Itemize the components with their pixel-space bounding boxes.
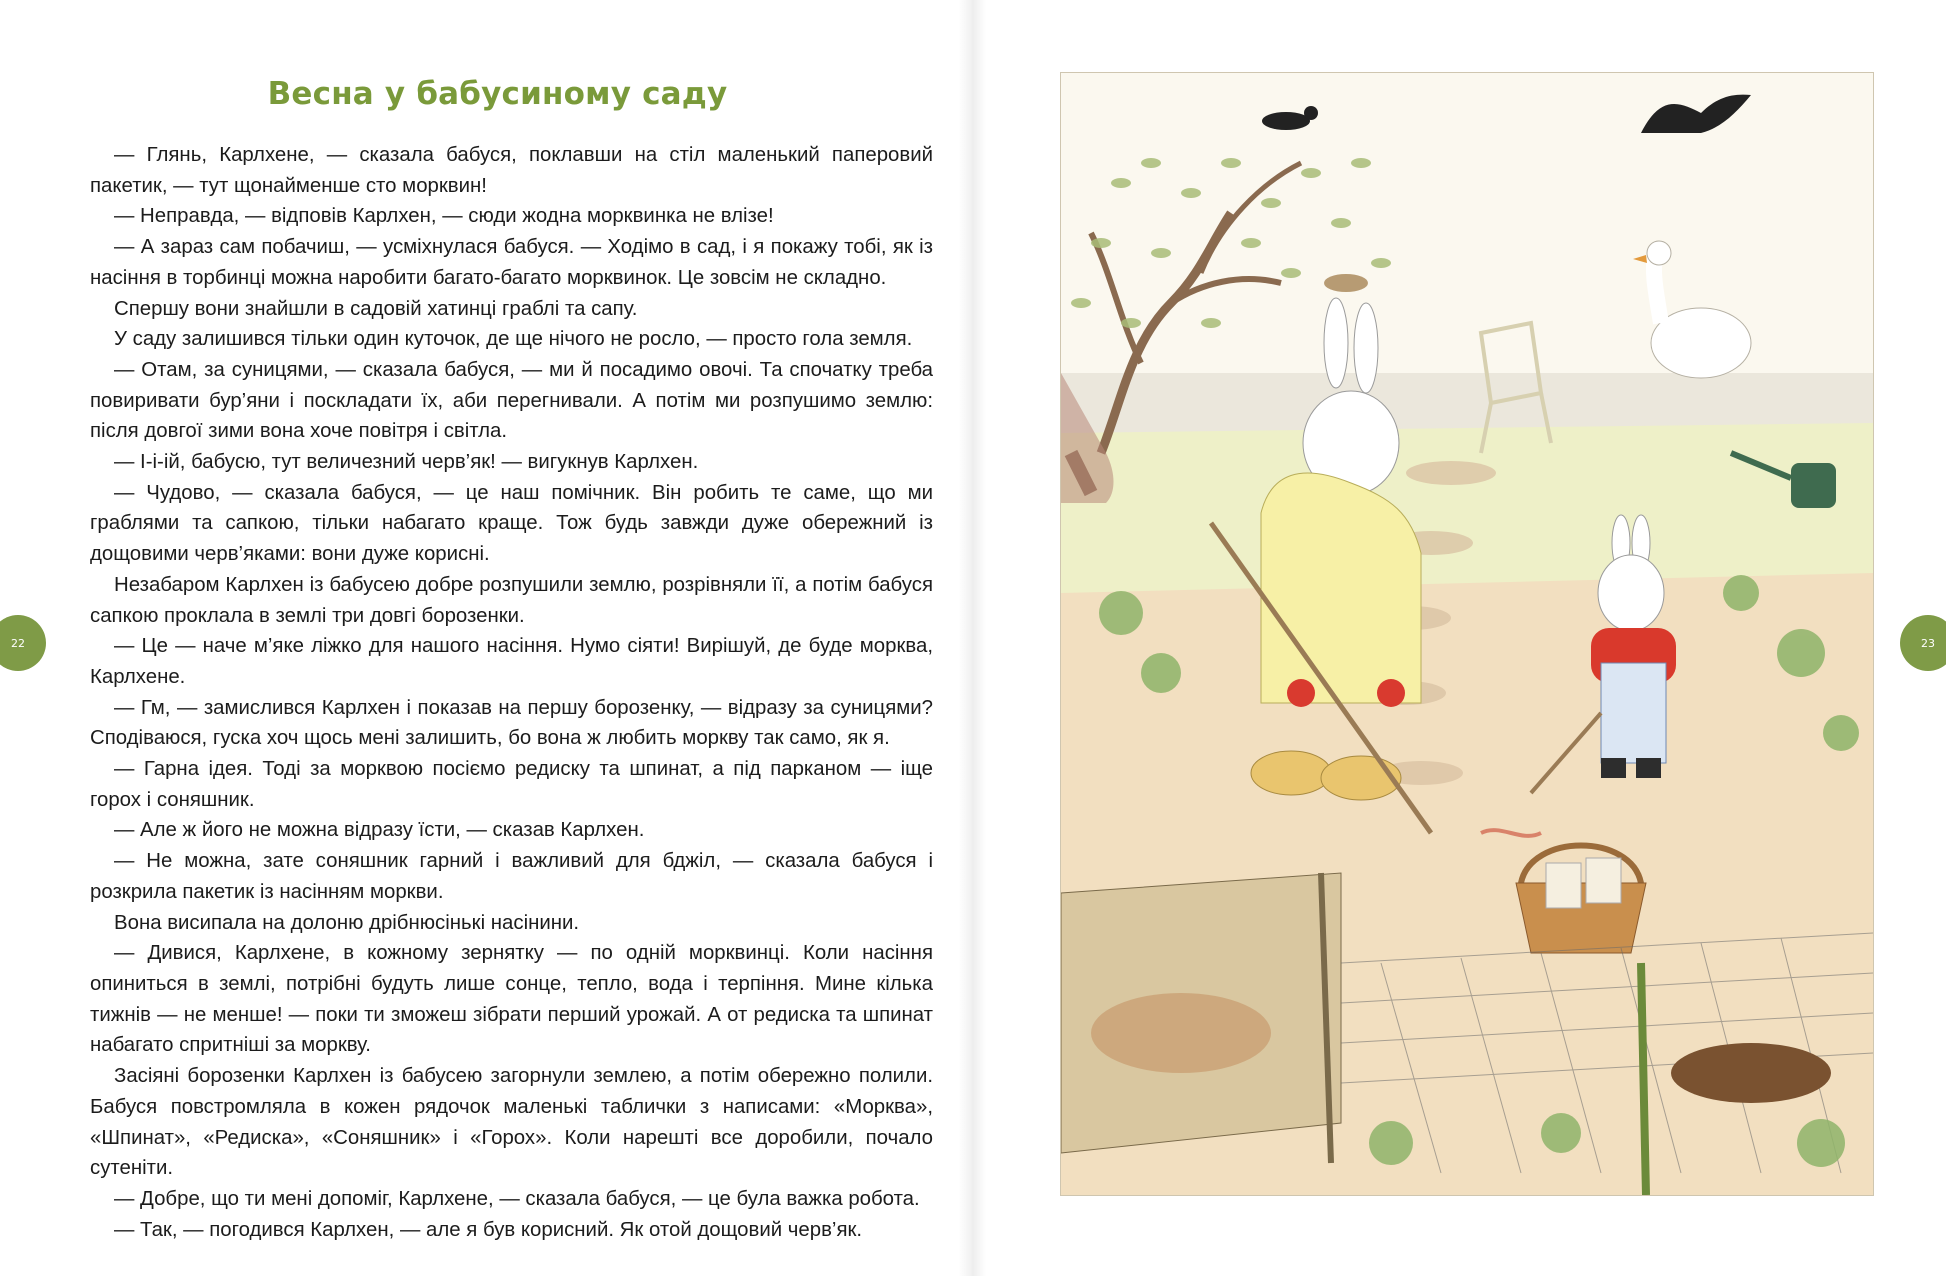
- paragraph: Незабаром Карлхен із бабусею добре розпушили землю, розрівняли її, а потім бабуся сапкою проклала в землі три довгі борозенки.: [90, 573, 933, 627]
- nest: [1324, 274, 1368, 292]
- paragraph: — А зараз сам побачиш, — усміхнулася бабуся. — Ходімо в сад, і я покажу тобі, як із насіння в торбинці можна наробити багато-багато морквинок. Це зовсім не складно.: [90, 236, 933, 289]
- page-number-right: 23: [1900, 615, 1946, 671]
- paragraph: Вона висипала на долоню дрібнюсінькі насінини.: [114, 911, 580, 934]
- book-gutter: [958, 0, 986, 1276]
- paragraph: Засіяні борозенки Карлхен із бабусею загорнули землею, а потім обережно полили. Бабуся повстромляла в кожен рядочок маленькі таблички з написами: «Морква», «Шпинат», «Редиска», «Соняшник» і «Горох». Коли нарешті все доробили, почало сутеніти.: [90, 1065, 933, 1180]
- paragraph: — Це — наче м’яке ліжко для нашого насіння. Нумо сіяти! Вирішуй, де буде морква, Карлхене.: [90, 635, 933, 688]
- page-number-left: 22: [0, 615, 46, 671]
- paragraph: — Добре, що ти мені допоміг, Карлхене, — сказала бабуся, — це була важка робота.: [114, 1187, 920, 1210]
- garden-illustration: [1060, 72, 1874, 1196]
- story-text: [90, 140, 933, 1245]
- paragraph: Спершу вони знайшли в садовій хатинці граблі та сапу.: [114, 297, 638, 320]
- compost-box: [1061, 873, 1341, 1163]
- paragraph: — Чудово, — сказала бабуся, — це наш помічник. Він робить те саме, що ми граблями та сапкою, тільки набагато краще. Тож будь завжди дуже обережний із дощовими черв’яками: вони дуже корисні.: [90, 481, 933, 566]
- paragraph: — Так, — погодився Карлхен, — але я був корисний. Як отой дощовий черв’як.: [114, 1218, 863, 1241]
- paragraph: — Дивися, Карлхене, в кожному зернятку — по одній морквинці. Коли насіння опиниться в землі, потрібні будуть лише сонце, тепло, вода і терпіння. Мине кілька тижнів — не менше! — поки ти зможеш зібрати перший урожай. А от редиска та шпинат набагато спритніші за моркву.: [90, 942, 933, 1057]
- fence-post: [1641, 963, 1646, 1195]
- paragraph: — Неправда, — відповів Карлхен, — сюди жодна морквинка не влізе!: [114, 205, 774, 228]
- paragraph: — І-і-ій, бабусю, тут величезний черв’як! — вигукнув Карлхен.: [114, 451, 699, 474]
- paragraph: — Глянь, Карлхене, — сказала бабуся, поклавши на стіл маленький паперовий пакетик, — тут щонайменше сто морквин!: [90, 144, 933, 197]
- paragraph: — Але ж його не можна відразу їсти, — сказав Карлхен.: [114, 819, 645, 842]
- paragraph: — Гм, — замислився Карлхен і показав на першу борозенку, — відразу за суницями? Сподіваюся, гуска хоч щось мені залишить, бо вона ж любить моркву так само, як я.: [90, 696, 933, 750]
- paragraph: У саду залишився тільки один куточок, де ще нічого не росло, — просто гола земля.: [114, 328, 913, 351]
- paragraph: — Отам, за суницями, — сказала бабуся, — ми й посадимо овочі. Та спочатку треба повиривати бур’яни і поскладати їх, аби перегнивали. А потім ми розпушимо землю: після довгої зими вона хоче повітря і світла.: [90, 358, 933, 443]
- chapter-title: Весна у бабусиному саду: [267, 76, 728, 112]
- paragraph: — Гарна ідея. Тоді за морквою посіємо редиску та шпинат, а під парканом — іще горох і соняшник.: [90, 758, 933, 811]
- paragraph: — Не можна, зате соняшник гарний і важливий для бджіл, — сказала бабуся і розкрила пакетик із насінням моркви.: [90, 850, 933, 903]
- molehill: [1671, 1043, 1831, 1103]
